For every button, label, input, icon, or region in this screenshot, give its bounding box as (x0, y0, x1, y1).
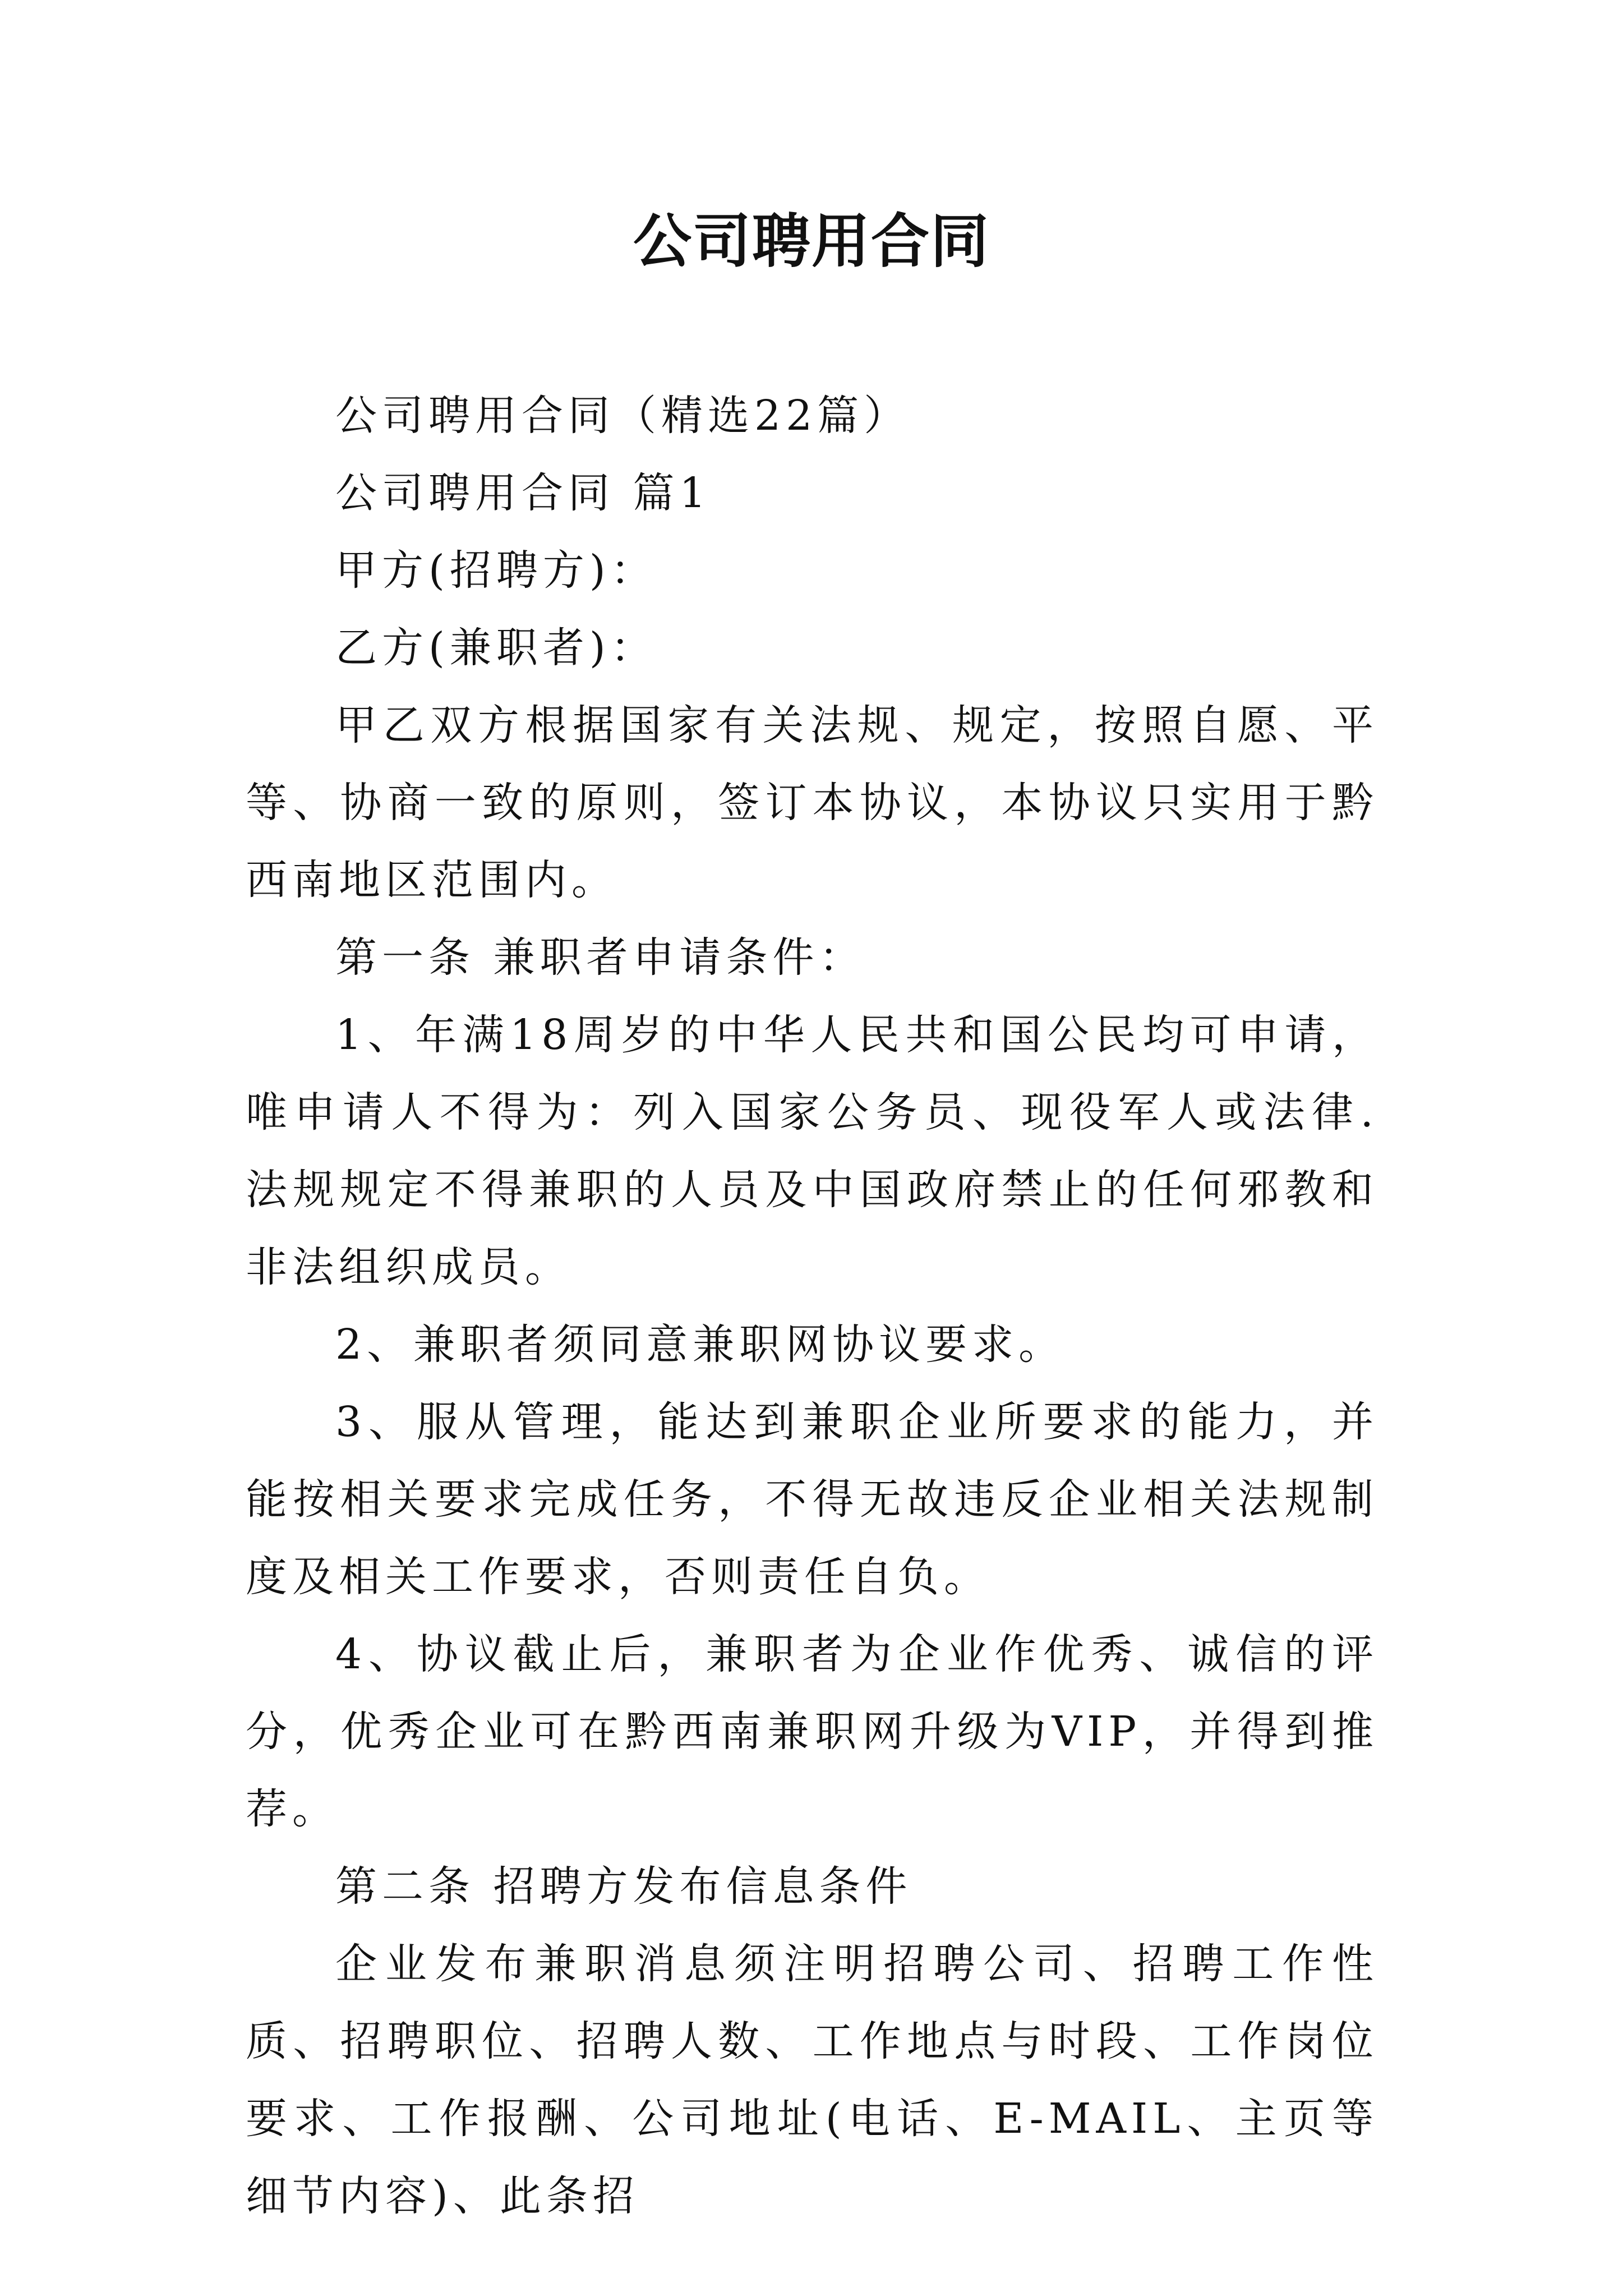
clause-paragraph: 1、年满18周岁的中华人民共和国公民均可申请，唯申请人不得为：列入国家公务员、现役军人或法律.法规规定不得兼职的人员及中国政府禁止的任何邪教和非法组织成员。 (246, 1011, 1378, 1291)
article-heading: 第二条 招聘方发布信息条件 (335, 1862, 912, 1911)
article-heading: 第一条 兼职者申请条件： (335, 933, 866, 982)
document-body (246, 377, 1378, 2235)
party-a-line: 甲方(招聘方)： (335, 546, 657, 595)
intro-paragraph: 甲乙双方根据国家有关法规、规定，按照自愿、平等、协商一致的原则，签订本协议，本协议只实用于黔西南地区范围内。 (246, 701, 1378, 904)
subtitle-paragraph: 公司聘用合同（精选22篇） (335, 392, 911, 440)
clause-paragraph: 3、服从管理，能达到兼职企业所要求的能力，并能按相关要求完成任务，不得无故违反企业相关法规制度及相关工作要求，否则责任自负。 (246, 1398, 1378, 1601)
clause-paragraph: 4、协议截止后，兼职者为企业作优秀、诚信的评分，优秀企业可在黔西南兼职网升级为VIP，并得到推荐。 (246, 1630, 1378, 1833)
section-heading: 公司聘用合同 篇1 (335, 469, 711, 517)
document-title: 公司聘用合同 (633, 206, 990, 275)
clause-paragraph: 2、兼职者须同意兼职网协议要求。 (335, 1320, 1066, 1369)
party-b-line: 乙方(兼职者)： (335, 624, 657, 672)
clause-paragraph: 企业发布兼职消息须注明招聘公司、招聘工作性质、招聘职位、招聘人数、工作地点与时段、工作岗位要求、工作报酬、公司地址(电话、E-MAIL、主页等细节内容)、此条招 (246, 1940, 1378, 2220)
